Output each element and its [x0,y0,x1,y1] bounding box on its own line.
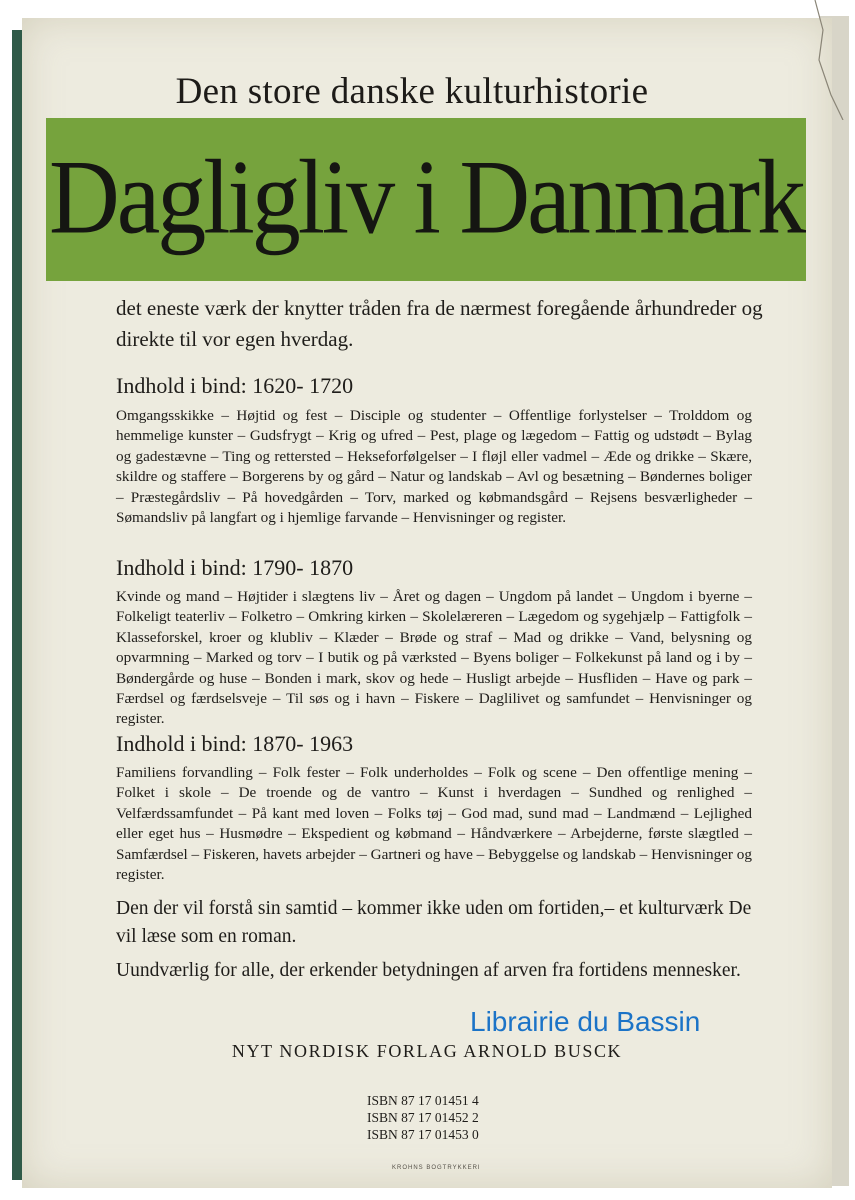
closing-paragraph: Den der vil forstå sin samtid – kommer ikke uden om fortiden,– et kulturværk De vil læse som en roman. [116,898,752,947]
book-back-cover [22,18,832,1188]
series-title: Den store danske kulturhistorie [175,71,649,112]
volume-heading: Indhold i bind: 1620- 1720 [116,373,354,398]
isbn-line: ISBN 87 17 01452 2 [367,1110,479,1125]
isbn-line: ISBN 87 17 01451 4 [367,1093,479,1108]
printer-imprint: KROHNS BOGTRYKKERI [392,1165,481,1171]
volume-contents: Omgangsskikke – Højtid og fest – Disciple og studenter – Offentlige forlystelser – Trolddom og hemmelige kunster – Gudsfrygt – Krig og ufred – Pest, plage og lægedom – Fattig og udstødt – Bylag og gadestævne – Ting og rettersted – Hekseforfølgelser – I fløjl eller vadmel – Æde og drikke – Skære, skildre og staffere – Borgerens by og gård – Natur og landskab – Avl og besætning – Bøndernes boliger – Præstegårdsliv – På hovedgården – Torv, marked og købmandsgård – Rejsens besværligheder – Sømandsliv på langfart og i hjemlige farvande – Henvisninger og register. [116,407,752,527]
volume-contents: Familiens forvandling – Folk fester – Folk underholdes – Folk og scene – Den offentlige mening – Folket i skole – De troende og de vantro – Kunst i hverdagen – Sundhed og renlighed – Velfærdssamfundet – På kant med loven – Folks tøj – God mad, sund mad – Landmænd – Lejlighed eller eget hus – Husmødre – Ekspedient og købmand – Håndværkere – Arbejderne, første slægtled – Samfærdsel – Fiskeren, havets arbejder – Gartneri og have – Bebyggelse og landskab – Henvisninger og register. [116,764,752,884]
main-title: Dagligliv i Danmark [48,139,804,257]
isbn-list [367,1092,537,1143]
bookseller-watermark: Librairie du Bassin [470,1006,701,1037]
volume-heading: Indhold i bind: 1790- 1870 [116,555,354,580]
title-banner [46,118,806,281]
isbn-line: ISBN 87 17 01453 0 [367,1127,479,1142]
closing-paragraph: Uundværlig for alle, der erkender betydningen af arven fra fortidens mennesker. [116,960,741,981]
volume-heading: Indhold i bind: 1870- 1963 [116,731,354,756]
tagline: det eneste værk der knytter tråden fra de nærmest foregående århundreder og direkte til vor egen hverdag. [116,296,763,351]
volume-contents: Kvinde og mand – Højtider i slægtens liv – Året og dagen – Ungdom på landet – Ungdom i byerne – Folkeligt teaterliv – Folketro – Omkring kirken – Skolelæreren – Lægedom og sygehjælp – Fattigfolk – Klasseforskel, kroer og klubliv – Klæder – Brøde og straf – Mad og drikke – Vand, belysning og opvarmning – Marked og torv – I butik og på værksted – Byens boliger – Folkekunst på land og i by – Bøndergårde og huse – Bonden i mark, skov og hede – Husligt arbejde – Husfliden – Have og park – Færdsel og færdselsveje – Til søs og i havn – Fiskere – Daglilivet og samfundet – Henvisninger og register. [116,588,752,728]
publisher-name: NYT NORDISK FORLAG ARNOLD BUSCK [231,1041,623,1061]
torn-corner-icon [813,0,853,120]
